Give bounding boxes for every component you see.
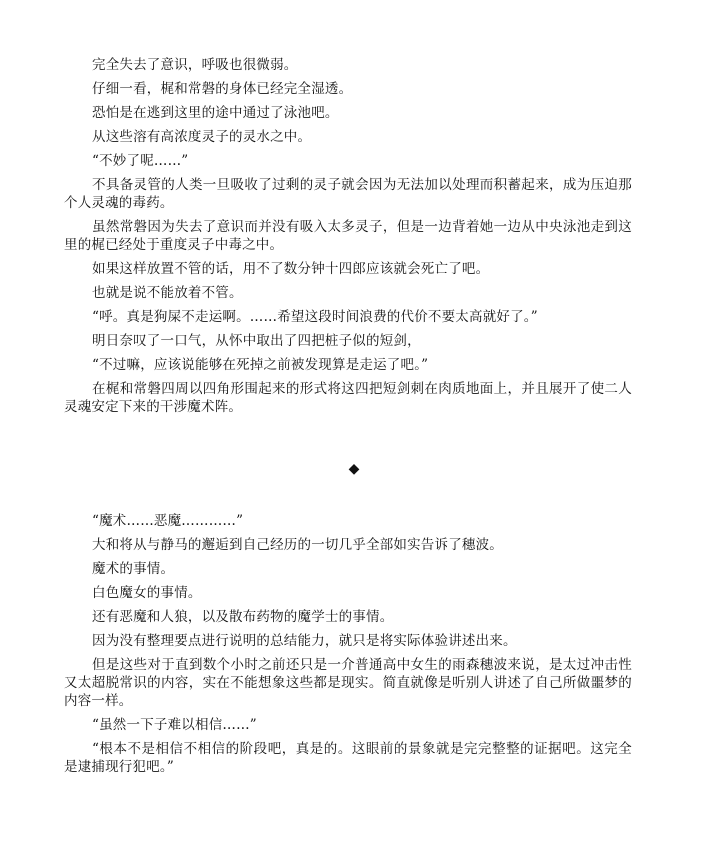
paragraph: 但是这些对于直到数个小时之前还只是一介普通高中女生的雨森穗波来说，是太过冲击性又太超脱常识的内容，实在不能想象这些都是现实。简直就像是听别人讲述了自己所做噩梦的内容一样。 (64, 657, 632, 709)
paragraph: 还有恶魔和人狼，以及散布药物的魔学士的事情。 (92, 609, 394, 625)
text-section-2 (64, 512, 632, 782)
paragraph: 因为没有整理要点进行说明的总结能力，就只是将实际体验讲述出来。 (92, 633, 517, 649)
paragraph: “呼。真是狗屎不走运啊。……希望这段时间浪费的代价不要太高就好了。” (92, 309, 538, 325)
paragraph: 完全失去了意识，呼吸也很微弱。 (92, 57, 298, 73)
paragraph: 不具备灵管的人类一旦吸收了过剩的灵子就会因为无法加以处理而积蓄起来，成为压迫那个人灵魂的毒药。 (64, 177, 632, 211)
paragraph: 魔术的事情。 (92, 561, 175, 577)
paragraph: 大和将从与静马的邂逅到自己经历的一切几乎全部如实告诉了穗波。 (92, 537, 503, 553)
paragraph: 从这些溶有高浓度灵子的灵水之中。 (92, 129, 312, 145)
paragraph: “魔术……恶魔…………” (92, 513, 244, 529)
paragraph: 恐怕是在逃到这里的途中通过了泳池吧。 (92, 105, 339, 121)
paragraph: “根本不是相信不相信的阶段吧，真是的。这眼前的景象就是完完整整的证据吧。这完全是逮捕现行犯吧。” (64, 741, 632, 775)
paragraph: 仔细一看，梶和常磐的身体已经完全湿透。 (92, 81, 353, 97)
paragraph: 白色魔女的事情。 (92, 585, 202, 601)
paragraph: 明日奈叹了一口气，从怀中取出了四把桩子似的短剑， (92, 333, 421, 349)
paragraph: “不妙了呢……” (92, 153, 189, 169)
paragraph: 在梶和常磐四周以四角形围起来的形式将这四把短剑刺在肉质地面上，并且展开了使二人灵魂安定下来的干涉魔术阵。 (64, 381, 632, 415)
text-section-1 (64, 56, 632, 422)
paragraph: 也就是说不能放着不管。 (92, 285, 243, 301)
paragraph: 如果这样放置不管的话，用不了数分钟十四郎应该就会死亡了吧。 (92, 261, 490, 277)
section-divider: ◆ (348, 461, 360, 477)
paragraph: “不过嘛，应该说能够在死掉之前被发现算是走运了吧。” (92, 357, 429, 373)
paragraph: 虽然常磐因为失去了意识而并没有吸入太多灵子，但是一边背着她一边从中央泳池走到这里的梶已经处于重度灵子中毒之中。 (64, 219, 632, 253)
paragraph: “虽然一下子难以相信……” (92, 717, 257, 733)
